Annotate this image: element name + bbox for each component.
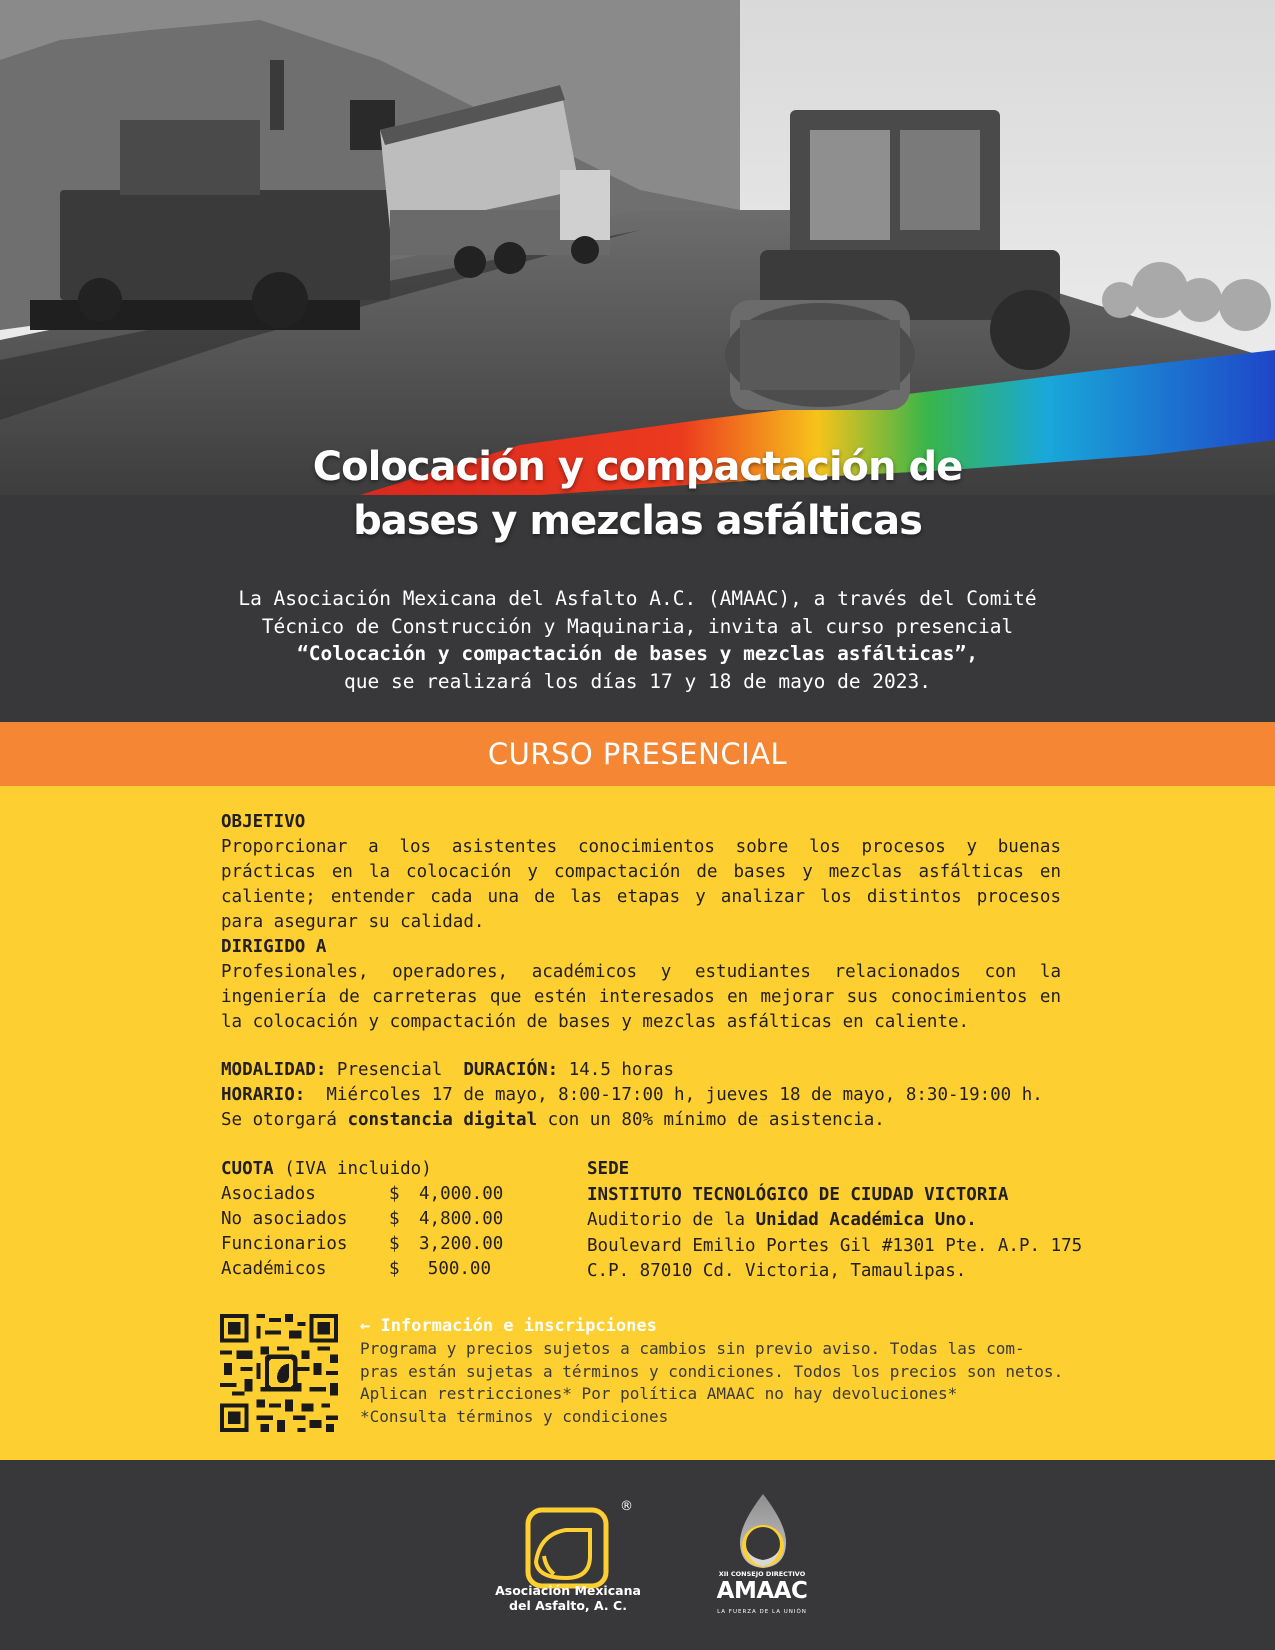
fee-row — [221, 1207, 521, 1232]
paving-machinery-illustration — [0, 0, 1275, 495]
fee-currency: $ — [389, 1209, 400, 1229]
fee-amount: 4,800.00 — [419, 1209, 504, 1229]
qr-code-icon[interactable] — [220, 1314, 338, 1432]
sede-institution: INSTITUTO TECNOLÓGICO DE CIUDAD VICTORIA — [587, 1184, 1009, 1205]
cuota-heading: CUOTA — [221, 1159, 274, 1179]
title-line-2: bases y mezclas asfálticas — [353, 498, 922, 544]
cuota-heading-line — [221, 1157, 521, 1182]
dirigido-heading: DIRIGIDO A — [221, 937, 327, 957]
objetivo-heading: OBJETIVO — [221, 812, 306, 832]
fee-row — [221, 1232, 521, 1257]
fee-name: Asociados — [221, 1184, 316, 1204]
registered-mark: ® — [620, 1499, 633, 1514]
horario-line — [221, 1083, 1061, 1108]
hero-image — [0, 0, 1275, 495]
course-details — [0, 786, 1275, 1460]
dirigido-text: Profesionales, operadores, académicos y estudiantes relacionados con la ingeniería de carreteras que estén interesados en mejorar sus conocimientos en la colocación y compactación de bases y mezclas asfálticas en caliente. — [221, 962, 1061, 1032]
intro-line-2: Técnico de Construcción y Maquinaria, invita al curso presencial — [261, 614, 1014, 638]
horario-value: Miércoles 17 de mayo, 8:00-17:00 h, jueves 18 de mayo, 8:30-19:00 h. — [326, 1085, 1043, 1105]
duracion-label: DURACIÓN: — [463, 1060, 559, 1080]
intro-line-3: “Colocación y compactación de bases y mezclas asfálticas”, — [297, 642, 978, 665]
sede-address: Boulevard Emilio Portes Gil #1301 Pte. A.P. 175 — [587, 1235, 1083, 1256]
modalidad-line — [221, 1058, 1061, 1083]
constancia-pre: Se otorgará — [221, 1110, 337, 1130]
consejo-sub-text: LA FUERZA DE LA UNIÓN — [717, 1609, 807, 1615]
page-title — [0, 440, 1275, 548]
cuota-section — [221, 1157, 521, 1282]
fee-amount: 3,200.00 — [419, 1234, 504, 1254]
fee-currency: $ — [389, 1234, 400, 1254]
fee-row — [221, 1257, 521, 1282]
sede-section — [587, 1157, 1083, 1285]
fee-name: Funcionarios — [221, 1234, 348, 1254]
intro-line-1: La Asociación Mexicana del Asfalto A.C. (AMAAC), a través del Comité — [238, 587, 1037, 610]
fee-amount: 500.00 — [427, 1259, 491, 1279]
sede-auditorio-pre: Auditorio de la — [587, 1210, 746, 1230]
info-section — [360, 1314, 1064, 1428]
fee-name: Académicos — [221, 1259, 327, 1279]
sede-auditorio-bold: Unidad Académica Uno. — [755, 1210, 977, 1230]
amaac-logo-line-2: del Asfalto, A. C. — [509, 1598, 627, 1613]
sede-city: C.P. 87010 Cd. Victoria, Tamaulipas. — [587, 1261, 967, 1281]
fine-line-4[interactable]: *Consulta términos y condiciones — [360, 1406, 669, 1426]
constancia-bold: constancia digital — [347, 1110, 538, 1130]
modalidad-label: MODALIDAD: — [221, 1060, 327, 1080]
sede-heading: SEDE — [587, 1159, 630, 1179]
footer — [0, 1460, 1275, 1650]
fine-line-1: Programa y precios sujetos a cambios sin previo aviso. Todas las com- — [360, 1339, 1025, 1358]
intro-section — [0, 557, 1275, 722]
intro-line-4: que se realizará los días 17 y 18 de mayo de 2023. — [344, 669, 931, 693]
modalidad-value: Presencial — [336, 1060, 443, 1080]
objetivo-text: Proporcionar a los asistentes conocimientos sobre los procesos y buenas prácticas en la colocación y compactación de bases y mezclas asfálticas en caliente; entender cada una de las etapas y analizar los distintos procesos para asegurar su calidad. — [221, 837, 1061, 932]
constancia-post: con un 80% mínimo de asistencia. — [547, 1110, 885, 1130]
details-section — [221, 1058, 1061, 1133]
constancia-line — [221, 1108, 1061, 1133]
horario-label: HORARIO: — [221, 1085, 306, 1105]
fee-name: No asociados — [221, 1209, 348, 1229]
duracion-value: 14.5 horas — [568, 1060, 675, 1080]
fine-line-2: pras están sujetas a términos y condiciones. Todos los precios son netos. — [360, 1361, 1064, 1381]
fee-currency: $ — [389, 1184, 400, 1204]
fee-amount: 4,000.00 — [419, 1184, 504, 1204]
fee-currency: $ — [389, 1259, 400, 1279]
amaac-logo-text — [468, 1583, 668, 1613]
fee-row — [221, 1182, 521, 1207]
cuota-note: (IVA incluido) — [284, 1159, 432, 1179]
dirigido-section — [221, 935, 1061, 1035]
consejo-top-text: XII CONSEJO DIRECTIVO — [718, 1570, 806, 1578]
sede-auditorio-line — [587, 1208, 1067, 1234]
title-line-1: Colocación y compactación de — [312, 444, 963, 490]
amaac-logo-line-1: Asociación Mexicana — [495, 1583, 641, 1598]
consejo-main-text: AMAAC — [716, 1578, 808, 1604]
course-type-banner: CURSO PRESENCIAL — [0, 722, 1275, 786]
inscripciones-link[interactable]: ← Información e inscripciones — [360, 1316, 657, 1336]
fine-print — [360, 1338, 1064, 1428]
fine-line-3: Aplican restricciones* Por política AMAAC no hay devoluciones* — [360, 1384, 958, 1403]
objetivo-section — [221, 810, 1061, 935]
